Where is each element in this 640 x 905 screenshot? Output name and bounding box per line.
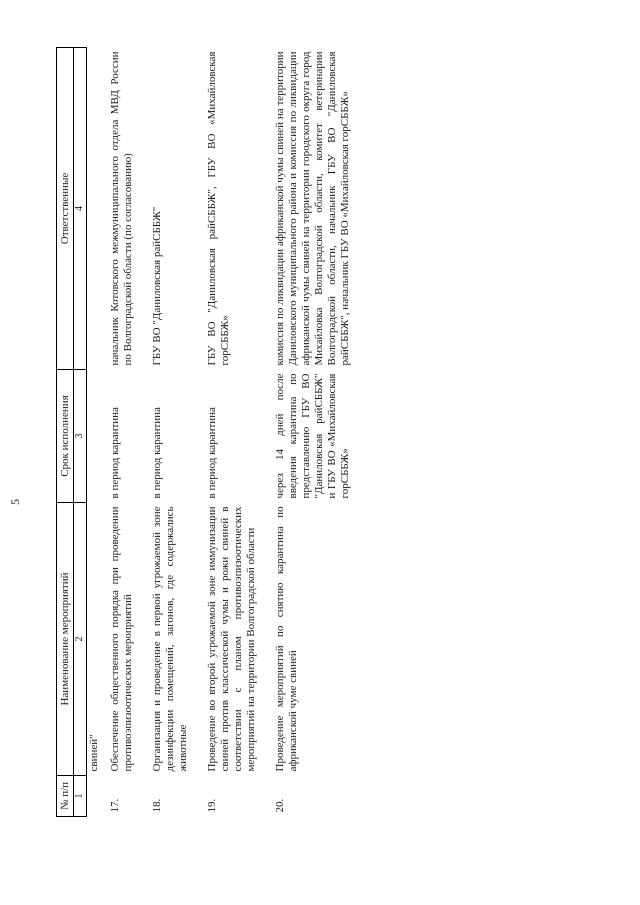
- header-responsible: Ответственные: [57, 48, 74, 370]
- continuation-row: [87, 48, 107, 817]
- column-number: 3: [74, 370, 87, 503]
- continuation-text: свиней": [88, 734, 101, 772]
- measure-term: через 14 дней после введения карантина по представлению ГБУ ВО "Даниловская райСББЖ" и ГБУ ВО «Михайловская горСББЖ»: [274, 373, 351, 499]
- measure-name: Организация и проведение в первой угрожаемой зоне дезинфекции помещений, загонов, где содержались животные: [151, 506, 190, 772]
- column-number-row: [74, 48, 87, 817]
- row-number: 18.: [151, 798, 164, 813]
- column-number: 1: [74, 776, 87, 817]
- column-number: 4: [74, 48, 87, 370]
- row-number: 17.: [109, 798, 122, 813]
- measure-responsible: ГБУ ВО "Даниловская райСББЖ", ГБУ ВО «Михайловская горСББЖ»: [206, 51, 232, 366]
- measures-table: [56, 47, 366, 817]
- measure-term: в период карантина: [109, 407, 122, 499]
- measure-responsible: начальник Котовского межмуниципального отдела МВД России по Волгоградской области (по согласованию): [109, 51, 135, 366]
- measure-responsible: ГБУ ВО "Даниловская райСББЖ": [151, 206, 164, 366]
- row-number: 20.: [274, 798, 286, 813]
- row-number: 19.: [206, 798, 219, 813]
- header-term: Срок исполнения: [57, 370, 74, 503]
- measure-term: в период карантина: [151, 407, 164, 499]
- table-row: [204, 48, 272, 817]
- table-row: [272, 48, 366, 817]
- measure-term: в период карантина: [206, 407, 219, 499]
- measure-responsible: комиссия по ликвидации африканской чумы свиней на территории Даниловского муниципального района и комиссия по ликвидации африканской чумы свиней на территории городского округа город Михайловка Волгоградской области, комитет ветеринарии Волгоградской области, начальник ГБУ ВО "Даниловская райСББЖ", начальник ГБУ ВО «Михайловская горСББЖ»: [274, 51, 351, 366]
- measure-name: Проведение мероприятий по снятию карантина по африканской чуме свиней: [274, 506, 299, 772]
- column-number: 2: [74, 503, 87, 776]
- table-header-row: [57, 48, 74, 817]
- measure-name: Обеспечение общественного порядка при проведении противоэпизоотических мероприятий: [109, 506, 135, 772]
- page-number: 5: [8, 499, 22, 505]
- header-name: Наименование мероприятий: [57, 503, 74, 776]
- table-row: [107, 48, 149, 817]
- measure-name: Проведение во второй угрожаемой зоне иммунизации свиней против классической чумы и рожи свиней в соответствии с планом противоэпизоотических мероприятий на территории Волгоградской области: [206, 506, 258, 772]
- table-row: [149, 48, 204, 817]
- header-num: № п/п: [57, 776, 74, 817]
